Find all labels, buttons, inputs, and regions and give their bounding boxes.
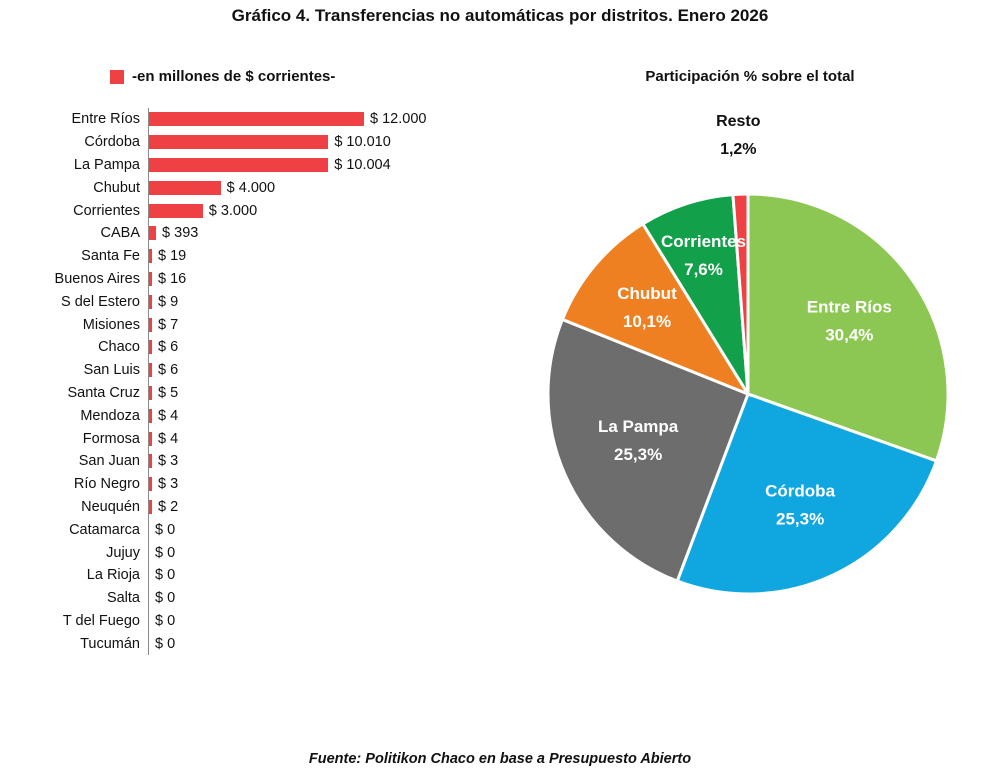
bar-fill	[149, 363, 152, 377]
bar-value-label: $ 3.000	[208, 202, 258, 219]
bar-value-label: $ 7	[158, 316, 179, 333]
bar-chart-legend	[110, 68, 335, 85]
bar-category-label: Salta	[106, 590, 140, 607]
bar-track	[148, 154, 500, 177]
bar-value-label: $ 9	[158, 293, 179, 310]
bar-category-label: San Luis	[83, 362, 140, 379]
legend-color-swatch-icon	[110, 70, 124, 84]
bar-category-label: Chaco	[98, 339, 140, 356]
pie-chart-svg	[500, 112, 1000, 672]
legend-label: -en millones de $ corrientes-	[132, 68, 336, 85]
bar-fill	[149, 158, 328, 172]
bar-row	[0, 245, 500, 268]
pie-label-name: Resto	[716, 113, 761, 131]
bar-track	[148, 632, 500, 655]
bar-row	[0, 359, 500, 382]
bar-track	[148, 610, 500, 633]
bar-row	[0, 518, 500, 541]
page-title: Gráfico 4. Transferencias no automáticas por distritos. Enero 2026	[231, 6, 769, 25]
pie-label-name: Entre Ríos	[806, 297, 892, 317]
pie-chart-subtitle: Participación % sobre el total	[645, 68, 855, 85]
bar-row	[0, 587, 500, 610]
bar-fill	[149, 204, 203, 218]
bar-track	[148, 176, 500, 199]
bar-value-label: $ 12.000	[370, 111, 427, 128]
pie-label-name: Chubut	[617, 284, 677, 303]
bar-value-label: $ 4.000	[226, 179, 276, 196]
bar-row	[0, 610, 500, 633]
bar-value-label: $ 0	[155, 590, 176, 607]
bar-track	[148, 427, 500, 450]
pie-label-value: 25,3%	[775, 509, 825, 529]
bar-row	[0, 496, 500, 519]
bar-value-label: $ 2	[158, 498, 179, 515]
bar-fill	[149, 249, 152, 263]
bar-track	[148, 290, 500, 313]
bar-row	[0, 108, 500, 131]
bar-row	[0, 222, 500, 245]
bar-row	[0, 541, 500, 564]
bar-category-label: Tucumán	[80, 635, 140, 652]
bar-track	[148, 222, 500, 245]
bar-category-label: Jujuy	[106, 544, 140, 561]
bar-value-label: $ 393	[162, 225, 199, 242]
bar-track	[148, 108, 500, 131]
bar-track	[148, 382, 500, 405]
bar-row	[0, 176, 500, 199]
bar-category-label: La Rioja	[86, 567, 140, 584]
bar-value-label: $ 10.010	[334, 134, 391, 151]
bar-rows-container	[0, 108, 500, 655]
bar-value-label: $ 3	[158, 476, 179, 493]
bar-track	[148, 245, 500, 268]
bar-value-label: $ 4	[158, 407, 179, 424]
bar-track	[148, 268, 500, 291]
bar-row	[0, 290, 500, 313]
bar-row	[0, 382, 500, 405]
bar-row	[0, 199, 500, 222]
bar-row	[0, 564, 500, 587]
bar-value-label: $ 5	[158, 384, 179, 401]
bar-value-label: $ 19	[158, 248, 187, 265]
bar-category-label: Buenos Aires	[54, 270, 140, 287]
bar-track	[148, 359, 500, 382]
bar-category-label: Formosa	[82, 430, 140, 447]
bar-track	[148, 496, 500, 519]
bar-value-label: $ 0	[155, 544, 176, 561]
bar-category-label: Río Negro	[73, 476, 140, 493]
pie-label-value: 30,4%	[825, 325, 874, 345]
bar-row	[0, 313, 500, 336]
bar-row	[0, 154, 500, 177]
bar-row	[0, 427, 500, 450]
bar-row	[0, 450, 500, 473]
bar-row	[0, 268, 500, 291]
pie-label-value: 1,2%	[720, 141, 757, 159]
bar-chart-panel	[0, 60, 500, 700]
bar-fill	[149, 135, 328, 149]
bar-row	[0, 131, 500, 154]
bar-category-label: San Juan	[78, 453, 140, 470]
bar-category-label: Entre Ríos	[71, 111, 140, 128]
bar-value-label: $ 0	[155, 635, 176, 652]
bar-category-label: T del Fuego	[62, 612, 140, 629]
bar-track	[148, 473, 500, 496]
pie-label-name: Corrientes	[660, 232, 747, 252]
bar-fill	[149, 409, 152, 423]
bar-category-label: CABA	[100, 225, 140, 242]
bar-category-label: Chubut	[93, 179, 140, 196]
bar-category-label: S del Estero	[61, 293, 140, 310]
bar-track	[148, 518, 500, 541]
bar-value-label: $ 6	[158, 362, 179, 379]
bar-fill	[149, 226, 156, 240]
source-note: Fuente: Politikon Chaco en base a Presupuesto Abierto	[308, 751, 692, 767]
bar-category-label: Mendoza	[80, 407, 140, 424]
bar-value-label: $ 3	[158, 453, 179, 470]
pie-label-value: 7,6%	[684, 260, 723, 280]
bar-track	[148, 450, 500, 473]
bar-fill	[149, 386, 152, 400]
bar-row	[0, 336, 500, 359]
bar-fill	[149, 295, 152, 309]
bar-value-label: $ 10.004	[334, 156, 391, 173]
bar-fill	[149, 181, 221, 195]
pie-label-name: Córdoba	[765, 481, 836, 501]
pie-label-name: La Pampa	[597, 417, 679, 437]
bar-category-label: Catamarca	[69, 521, 140, 538]
bar-fill	[149, 112, 364, 126]
bar-category-label: Neuquén	[81, 498, 140, 515]
bar-track	[148, 131, 500, 154]
bar-fill	[149, 500, 152, 514]
bar-category-label: Santa Fe	[81, 248, 140, 265]
bar-value-label: $ 4	[158, 430, 179, 447]
bar-fill	[149, 477, 152, 491]
bar-category-label: Corrientes	[73, 202, 140, 219]
bar-category-label: Córdoba	[84, 134, 140, 151]
bar-row	[0, 632, 500, 655]
bar-category-label: Santa Cruz	[67, 384, 140, 401]
bar-track	[148, 541, 500, 564]
pie-label-value: 25,3%	[613, 445, 663, 465]
bar-fill	[149, 272, 152, 286]
bar-category-label: La Pampa	[73, 156, 140, 173]
bar-value-label: $ 0	[155, 567, 176, 584]
bar-fill	[149, 318, 152, 332]
bar-fill	[149, 454, 152, 468]
bar-track	[148, 404, 500, 427]
bar-track	[148, 587, 500, 610]
pie-slice-label	[716, 113, 761, 158]
bar-value-label: $ 0	[155, 521, 176, 538]
pie-label-value: 10,1%	[622, 312, 672, 331]
bar-fill	[149, 432, 152, 446]
bar-fill	[149, 340, 152, 354]
bar-value-label: $ 0	[155, 612, 176, 629]
bar-track	[148, 199, 500, 222]
bar-value-label: $ 6	[158, 339, 179, 356]
bar-row	[0, 473, 500, 496]
bar-track	[148, 564, 500, 587]
bar-value-label: $ 16	[158, 270, 187, 287]
pie-chart-panel	[500, 60, 1000, 700]
bar-category-label: Misiones	[82, 316, 140, 333]
bar-row	[0, 404, 500, 427]
bar-track	[148, 336, 500, 359]
bar-track	[148, 313, 500, 336]
pie-chart-container	[500, 112, 1000, 672]
